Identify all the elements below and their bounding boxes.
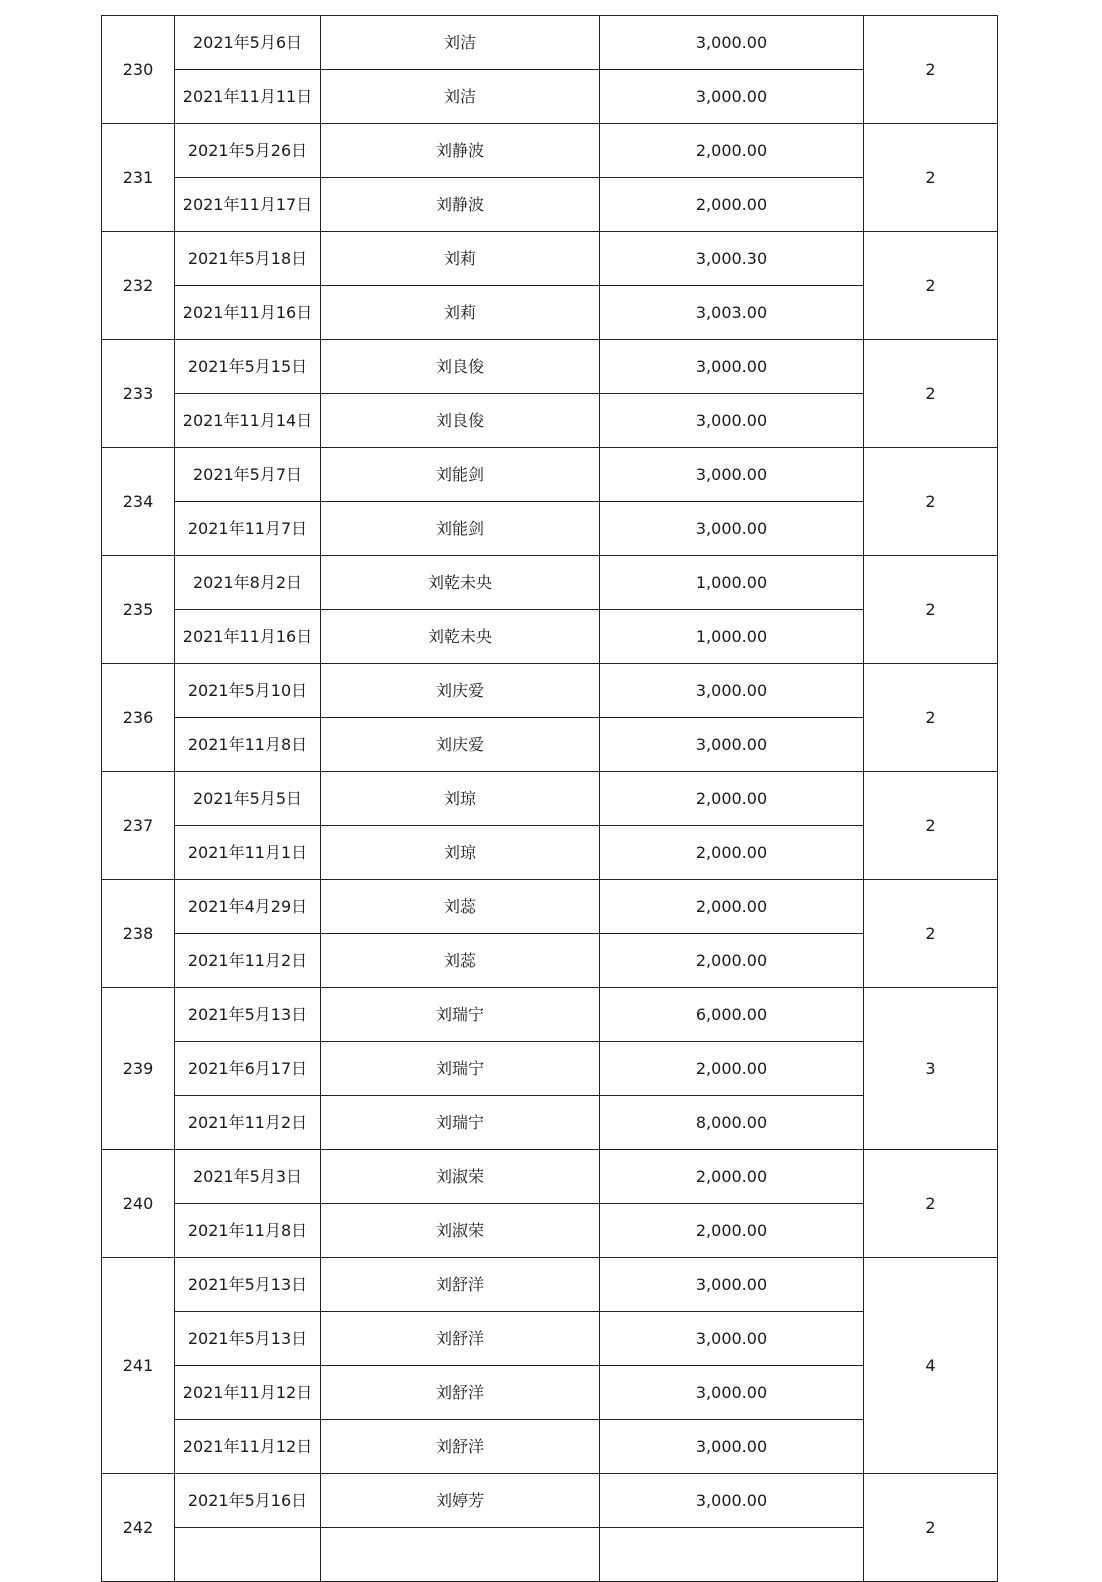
table-row [102, 1258, 998, 1312]
count-cell: 3 [864, 988, 998, 1150]
amount-cell: 3,000.00 [600, 1258, 864, 1312]
date-cell: 2021年11月16日 [175, 286, 321, 340]
serial-number-cell: 238 [102, 880, 175, 988]
serial-number-cell: 233 [102, 340, 175, 448]
table-row [102, 340, 998, 394]
table-row [102, 70, 998, 124]
name-cell: 刘良俊 [321, 394, 600, 448]
amount-cell: 3,003.00 [600, 286, 864, 340]
name-cell: 刘舒洋 [321, 1312, 600, 1366]
count-cell: 2 [864, 1474, 998, 1582]
amount-cell: 3,000.00 [600, 502, 864, 556]
table-row [102, 1528, 998, 1582]
name-cell: 刘乾未央 [321, 610, 600, 664]
amount-cell: 3,000.00 [600, 16, 864, 70]
amount-cell: 8,000.00 [600, 1096, 864, 1150]
count-cell: 2 [864, 664, 998, 772]
serial-number-cell: 235 [102, 556, 175, 664]
count-cell: 2 [864, 448, 998, 556]
serial-number-cell: 242 [102, 1474, 175, 1582]
amount-cell: 3,000.00 [600, 394, 864, 448]
records-table-body [102, 16, 998, 1582]
name-cell: 刘瑞宁 [321, 1042, 600, 1096]
table-row [102, 934, 998, 988]
amount-cell: 2,000.00 [600, 934, 864, 988]
name-cell: 刘舒洋 [321, 1366, 600, 1420]
table-row [102, 664, 998, 718]
amount-cell: 2,000.00 [600, 124, 864, 178]
table-row [102, 124, 998, 178]
count-cell: 2 [864, 16, 998, 124]
date-cell: 2021年5月13日 [175, 1312, 321, 1366]
date-cell: 2021年11月2日 [175, 934, 321, 988]
date-cell: 2021年11月17日 [175, 178, 321, 232]
date-cell: 2021年11月12日 [175, 1420, 321, 1474]
name-cell: 刘舒洋 [321, 1258, 600, 1312]
count-cell: 2 [864, 556, 998, 664]
amount-cell: 3,000.30 [600, 232, 864, 286]
amount-cell: 2,000.00 [600, 1150, 864, 1204]
date-cell: 2021年5月26日 [175, 124, 321, 178]
name-cell: 刘良俊 [321, 340, 600, 394]
name-cell: 刘莉 [321, 286, 600, 340]
date-cell: 2021年6月17日 [175, 1042, 321, 1096]
date-cell: 2021年5月7日 [175, 448, 321, 502]
name-cell: 刘庆爱 [321, 664, 600, 718]
name-cell: 刘洁 [321, 16, 600, 70]
amount-cell: 2,000.00 [600, 826, 864, 880]
date-cell: 2021年11月8日 [175, 1204, 321, 1258]
date-cell: 2021年11月7日 [175, 502, 321, 556]
amount-cell: 2,000.00 [600, 772, 864, 826]
name-cell: 刘蕊 [321, 880, 600, 934]
date-cell: 2021年5月6日 [175, 16, 321, 70]
amount-cell: 3,000.00 [600, 1312, 864, 1366]
amount-cell: 1,000.00 [600, 610, 864, 664]
name-cell: 刘庆爱 [321, 718, 600, 772]
date-cell: 2021年11月2日 [175, 1096, 321, 1150]
table-row [102, 1312, 998, 1366]
name-cell: 刘莉 [321, 232, 600, 286]
date-cell: 2021年11月8日 [175, 718, 321, 772]
name-cell: 刘静波 [321, 124, 600, 178]
table-row [102, 16, 998, 70]
table-row [102, 1366, 998, 1420]
date-cell: 2021年8月2日 [175, 556, 321, 610]
name-cell: 刘蕊 [321, 934, 600, 988]
table-row [102, 610, 998, 664]
table-row [102, 556, 998, 610]
amount-cell: 2,000.00 [600, 880, 864, 934]
table-row [102, 178, 998, 232]
amount-cell: 3,000.00 [600, 70, 864, 124]
name-cell [321, 1528, 600, 1582]
name-cell: 刘舒洋 [321, 1420, 600, 1474]
count-cell: 2 [864, 772, 998, 880]
table-row [102, 826, 998, 880]
name-cell: 刘洁 [321, 70, 600, 124]
amount-cell: 3,000.00 [600, 718, 864, 772]
date-cell: 2021年5月13日 [175, 988, 321, 1042]
table-row [102, 772, 998, 826]
name-cell: 刘淑荣 [321, 1150, 600, 1204]
serial-number-cell: 232 [102, 232, 175, 340]
count-cell: 2 [864, 1150, 998, 1258]
serial-number-cell: 234 [102, 448, 175, 556]
name-cell: 刘淑荣 [321, 1204, 600, 1258]
date-cell: 2021年5月3日 [175, 1150, 321, 1204]
name-cell: 刘琼 [321, 772, 600, 826]
table-row [102, 286, 998, 340]
count-cell: 2 [864, 340, 998, 448]
table-row [102, 1474, 998, 1528]
amount-cell: 3,000.00 [600, 340, 864, 394]
amount-cell: 3,000.00 [600, 448, 864, 502]
date-cell: 2021年5月15日 [175, 340, 321, 394]
table-row [102, 232, 998, 286]
serial-number-cell: 237 [102, 772, 175, 880]
date-cell: 2021年11月12日 [175, 1366, 321, 1420]
count-cell: 2 [864, 232, 998, 340]
amount-cell: 3,000.00 [600, 1420, 864, 1474]
serial-number-cell: 231 [102, 124, 175, 232]
serial-number-cell: 241 [102, 1258, 175, 1474]
date-cell: 2021年5月18日 [175, 232, 321, 286]
table-row [102, 718, 998, 772]
name-cell: 刘瑞宁 [321, 988, 600, 1042]
count-cell: 2 [864, 880, 998, 988]
name-cell: 刘能剑 [321, 448, 600, 502]
table-row [102, 988, 998, 1042]
records-table [101, 15, 998, 1582]
amount-cell [600, 1528, 864, 1582]
name-cell: 刘静波 [321, 178, 600, 232]
date-cell: 2021年11月1日 [175, 826, 321, 880]
name-cell: 刘婷芳 [321, 1474, 600, 1528]
serial-number-cell: 230 [102, 16, 175, 124]
amount-cell: 3,000.00 [600, 1366, 864, 1420]
amount-cell: 6,000.00 [600, 988, 864, 1042]
serial-number-cell: 239 [102, 988, 175, 1150]
name-cell: 刘瑞宁 [321, 1096, 600, 1150]
date-cell: 2021年11月14日 [175, 394, 321, 448]
date-cell: 2021年5月13日 [175, 1258, 321, 1312]
date-cell: 2021年5月16日 [175, 1474, 321, 1528]
table-row [102, 1150, 998, 1204]
table-row [102, 1420, 998, 1474]
table-row [102, 880, 998, 934]
table-row [102, 502, 998, 556]
amount-cell: 3,000.00 [600, 664, 864, 718]
table-row [102, 1096, 998, 1150]
date-cell: 2021年11月16日 [175, 610, 321, 664]
count-cell: 4 [864, 1258, 998, 1474]
table-row [102, 1204, 998, 1258]
amount-cell: 1,000.00 [600, 556, 864, 610]
name-cell: 刘琼 [321, 826, 600, 880]
name-cell: 刘能剑 [321, 502, 600, 556]
serial-number-cell: 240 [102, 1150, 175, 1258]
amount-cell: 3,000.00 [600, 1474, 864, 1528]
amount-cell: 2,000.00 [600, 1204, 864, 1258]
amount-cell: 2,000.00 [600, 178, 864, 232]
table-row [102, 394, 998, 448]
date-cell: 2021年5月10日 [175, 664, 321, 718]
serial-number-cell: 236 [102, 664, 175, 772]
table-row [102, 448, 998, 502]
amount-cell: 2,000.00 [600, 1042, 864, 1096]
table-row [102, 1042, 998, 1096]
date-cell: 2021年11月11日 [175, 70, 321, 124]
name-cell: 刘乾未央 [321, 556, 600, 610]
date-cell: 2021年4月29日 [175, 880, 321, 934]
date-cell [175, 1528, 321, 1582]
date-cell: 2021年5月5日 [175, 772, 321, 826]
count-cell: 2 [864, 124, 998, 232]
